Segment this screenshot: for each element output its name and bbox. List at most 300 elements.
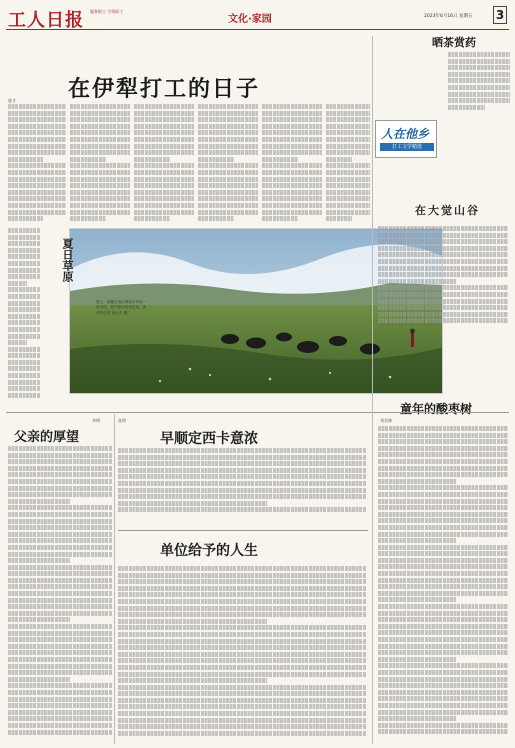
text-line bbox=[378, 272, 508, 277]
text-line bbox=[198, 163, 258, 168]
text-line bbox=[8, 235, 40, 240]
text-line bbox=[70, 124, 130, 129]
column-badge-band: 打工文学精选 bbox=[380, 143, 434, 151]
column-rule-1 bbox=[114, 414, 115, 744]
text-line bbox=[198, 216, 234, 221]
text-line bbox=[118, 573, 366, 578]
text-line bbox=[378, 299, 508, 304]
text-line bbox=[8, 519, 112, 524]
unit-article bbox=[118, 566, 366, 742]
father-article bbox=[8, 446, 112, 742]
text-line bbox=[378, 584, 508, 589]
text-line bbox=[378, 604, 508, 609]
text-line bbox=[448, 52, 510, 57]
text-line bbox=[118, 678, 267, 683]
text-line bbox=[8, 380, 40, 385]
text-line bbox=[8, 104, 66, 109]
main-article-col-5 bbox=[262, 104, 322, 224]
text-line bbox=[448, 92, 510, 97]
text-line bbox=[378, 459, 508, 464]
text-line bbox=[118, 481, 366, 486]
text-line bbox=[118, 731, 366, 736]
photo-caption: 夏日，西藏自治区那曲市草原一望无垠，牦牛群在悠闲觅食。新华社记者 詹小平 摄 bbox=[96, 300, 147, 315]
text-line bbox=[8, 137, 66, 142]
top-right-headline: 晒茶赏药 bbox=[432, 36, 476, 49]
text-line bbox=[8, 334, 40, 339]
article-divider bbox=[118, 530, 368, 531]
text-line bbox=[448, 85, 510, 90]
text-line bbox=[8, 314, 40, 319]
text-line bbox=[134, 137, 194, 142]
text-line bbox=[118, 488, 366, 493]
text-line bbox=[326, 104, 370, 109]
text-line bbox=[378, 479, 456, 484]
text-line bbox=[378, 292, 508, 297]
text-line bbox=[378, 663, 508, 668]
text-line bbox=[134, 130, 194, 135]
text-line bbox=[8, 459, 112, 464]
text-line bbox=[378, 578, 508, 583]
text-line bbox=[198, 203, 258, 208]
text-line bbox=[118, 579, 366, 584]
text-line bbox=[118, 612, 366, 617]
text-line bbox=[262, 210, 322, 215]
top-right-article bbox=[448, 52, 510, 112]
text-line bbox=[378, 716, 456, 721]
text-line bbox=[378, 710, 508, 715]
text-line bbox=[8, 183, 66, 188]
text-line bbox=[8, 525, 112, 530]
text-line bbox=[378, 426, 508, 431]
text-line bbox=[326, 137, 370, 142]
masthead bbox=[6, 4, 509, 30]
text-line bbox=[262, 124, 322, 129]
text-line bbox=[8, 611, 112, 616]
text-line bbox=[198, 190, 258, 195]
text-line bbox=[118, 718, 366, 723]
morning-headline: 早顺定西卡意浓 bbox=[160, 431, 258, 447]
section-divider bbox=[6, 412, 509, 413]
text-line bbox=[134, 124, 194, 129]
text-line bbox=[8, 347, 40, 352]
text-line bbox=[326, 111, 370, 116]
text-line bbox=[8, 558, 70, 563]
text-line bbox=[118, 665, 366, 670]
childhood-author: 刘君林 bbox=[380, 418, 392, 423]
text-line bbox=[378, 690, 508, 695]
text-line bbox=[118, 724, 366, 729]
morning-article bbox=[118, 448, 366, 520]
text-line bbox=[134, 157, 170, 162]
text-line bbox=[378, 525, 508, 530]
text-line bbox=[8, 340, 27, 345]
text-line bbox=[118, 586, 366, 591]
text-line bbox=[378, 466, 508, 471]
text-line bbox=[198, 144, 258, 149]
text-line bbox=[262, 216, 298, 221]
text-line bbox=[8, 532, 112, 537]
text-line bbox=[8, 453, 112, 458]
text-line bbox=[118, 455, 366, 460]
text-line bbox=[8, 571, 112, 576]
text-line bbox=[8, 499, 70, 504]
text-line bbox=[8, 320, 40, 325]
text-line bbox=[378, 512, 508, 517]
text-line bbox=[378, 285, 508, 290]
text-line bbox=[118, 691, 366, 696]
text-line bbox=[8, 710, 112, 715]
text-line bbox=[198, 157, 234, 162]
section-title: 文化·家园 bbox=[228, 14, 272, 25]
text-line bbox=[378, 558, 508, 563]
text-line bbox=[378, 630, 508, 635]
text-line bbox=[326, 210, 370, 215]
text-line bbox=[118, 685, 366, 690]
text-line bbox=[134, 183, 194, 188]
text-line bbox=[378, 723, 508, 728]
text-line bbox=[8, 170, 66, 175]
text-line bbox=[8, 203, 66, 208]
text-line bbox=[8, 617, 70, 622]
text-line bbox=[326, 157, 352, 162]
text-line bbox=[262, 144, 322, 149]
text-line bbox=[8, 196, 66, 201]
text-line bbox=[8, 150, 66, 155]
text-line bbox=[8, 144, 66, 149]
text-line bbox=[378, 611, 508, 616]
text-line bbox=[134, 150, 194, 155]
text-line bbox=[8, 124, 66, 129]
text-line bbox=[8, 677, 70, 682]
text-line bbox=[262, 104, 322, 109]
text-line bbox=[118, 507, 366, 512]
text-line bbox=[378, 657, 456, 662]
text-line bbox=[134, 170, 194, 175]
logo-subtitle: 服务职工 引领职工 bbox=[90, 9, 124, 14]
text-line bbox=[378, 239, 508, 244]
text-line bbox=[326, 203, 370, 208]
text-line bbox=[378, 259, 508, 264]
text-line bbox=[8, 163, 66, 168]
text-line bbox=[378, 597, 456, 602]
text-line bbox=[8, 591, 112, 596]
text-line bbox=[8, 716, 112, 721]
text-line bbox=[378, 551, 508, 556]
text-line bbox=[8, 393, 40, 398]
text-line bbox=[378, 591, 508, 596]
text-line bbox=[8, 177, 66, 182]
text-line bbox=[8, 664, 112, 669]
text-line bbox=[70, 177, 130, 182]
text-line bbox=[8, 111, 66, 116]
text-line bbox=[198, 104, 258, 109]
text-line bbox=[8, 730, 112, 735]
text-line bbox=[378, 637, 508, 642]
text-line bbox=[378, 305, 508, 310]
text-line bbox=[378, 499, 508, 504]
text-line bbox=[262, 177, 322, 182]
text-line bbox=[8, 492, 112, 497]
text-line bbox=[8, 697, 112, 702]
text-line bbox=[8, 287, 40, 292]
text-line bbox=[8, 670, 112, 675]
text-line bbox=[262, 130, 322, 135]
text-line bbox=[8, 631, 112, 636]
text-line bbox=[378, 318, 508, 323]
text-line bbox=[8, 117, 66, 122]
father-author: 李明 bbox=[92, 418, 100, 423]
text-line bbox=[378, 571, 508, 576]
text-line bbox=[198, 124, 258, 129]
text-line bbox=[8, 294, 40, 299]
text-line bbox=[8, 157, 43, 162]
text-line bbox=[378, 518, 508, 523]
text-line bbox=[326, 144, 370, 149]
text-line bbox=[378, 624, 508, 629]
newspaper-logo: 工人日报 bbox=[8, 10, 84, 31]
text-line bbox=[118, 606, 366, 611]
text-line bbox=[8, 552, 112, 557]
text-line bbox=[262, 196, 322, 201]
childhood-headline: 童年的酸枣树 bbox=[400, 402, 473, 416]
text-line bbox=[198, 130, 258, 135]
text-line bbox=[198, 137, 258, 142]
main-author: 庞才 bbox=[8, 98, 16, 103]
main-article-col-3 bbox=[134, 104, 194, 224]
text-line bbox=[70, 183, 130, 188]
text-line bbox=[378, 677, 508, 682]
text-line bbox=[70, 190, 130, 195]
text-line bbox=[378, 492, 508, 497]
text-line bbox=[134, 196, 194, 201]
poem-title: 在大觉山谷 bbox=[415, 204, 480, 217]
main-headline: 在伊犁打工的日子 bbox=[68, 76, 261, 102]
text-line bbox=[8, 538, 112, 543]
text-line bbox=[8, 216, 43, 221]
text-line bbox=[134, 104, 194, 109]
main-article-col-1 bbox=[8, 104, 66, 224]
text-line bbox=[134, 190, 194, 195]
childhood-article bbox=[378, 426, 508, 742]
father-headline: 父亲的厚望 bbox=[14, 430, 80, 445]
text-line bbox=[8, 637, 112, 642]
text-line bbox=[118, 599, 366, 604]
text-line bbox=[8, 274, 40, 279]
text-line bbox=[134, 210, 194, 215]
text-line bbox=[326, 124, 370, 129]
text-line bbox=[378, 246, 508, 251]
text-line bbox=[8, 703, 112, 708]
column-rule-2 bbox=[372, 36, 373, 744]
text-line bbox=[8, 386, 40, 391]
text-line bbox=[70, 216, 106, 221]
text-line bbox=[8, 254, 40, 259]
text-line bbox=[378, 670, 508, 675]
text-line bbox=[8, 650, 112, 655]
text-line bbox=[8, 190, 66, 195]
main-article-col-6 bbox=[326, 104, 370, 224]
unit-headline: 单位给予的人生 bbox=[160, 543, 258, 559]
text-line bbox=[8, 512, 112, 517]
text-line bbox=[326, 150, 370, 155]
text-line bbox=[70, 111, 130, 116]
text-line bbox=[262, 150, 322, 155]
text-line bbox=[118, 619, 267, 624]
text-line bbox=[326, 163, 370, 168]
text-line bbox=[378, 446, 508, 451]
text-line bbox=[378, 452, 508, 457]
text-line bbox=[118, 592, 366, 597]
text-line bbox=[70, 157, 106, 162]
text-line bbox=[378, 617, 508, 622]
text-line bbox=[118, 461, 366, 466]
text-line bbox=[326, 190, 370, 195]
text-line bbox=[134, 177, 194, 182]
text-line bbox=[198, 111, 258, 116]
text-line bbox=[134, 117, 194, 122]
text-line bbox=[118, 566, 366, 571]
text-line bbox=[326, 177, 370, 182]
text-line bbox=[8, 545, 112, 550]
text-line bbox=[70, 170, 130, 175]
text-line bbox=[378, 433, 508, 438]
text-line bbox=[70, 196, 130, 201]
text-line bbox=[118, 494, 366, 499]
text-line bbox=[8, 472, 112, 477]
text-line bbox=[8, 604, 112, 609]
text-line bbox=[378, 266, 508, 271]
text-line bbox=[326, 117, 370, 122]
text-line bbox=[70, 130, 130, 135]
text-line bbox=[378, 312, 508, 317]
text-line bbox=[134, 111, 194, 116]
text-line bbox=[70, 150, 130, 155]
main-article-col-7 bbox=[8, 228, 40, 406]
text-line bbox=[326, 196, 370, 201]
text-line bbox=[448, 72, 510, 77]
text-line bbox=[8, 578, 112, 583]
text-line bbox=[8, 130, 66, 135]
text-line bbox=[378, 545, 508, 550]
text-line bbox=[8, 505, 112, 510]
text-line bbox=[8, 360, 40, 365]
text-line bbox=[8, 248, 40, 253]
text-line bbox=[8, 353, 40, 358]
morning-author: 张明 bbox=[118, 418, 126, 423]
text-line bbox=[198, 150, 258, 155]
text-line bbox=[8, 228, 40, 233]
text-line bbox=[448, 78, 510, 83]
text-line bbox=[134, 144, 194, 149]
text-line bbox=[8, 644, 112, 649]
text-line bbox=[70, 163, 130, 168]
text-line bbox=[378, 564, 508, 569]
text-line bbox=[262, 111, 322, 116]
text-line bbox=[118, 468, 366, 473]
text-line bbox=[118, 698, 366, 703]
text-line bbox=[198, 117, 258, 122]
text-line bbox=[8, 486, 112, 491]
text-line bbox=[8, 690, 112, 695]
text-line bbox=[118, 658, 366, 663]
text-line bbox=[8, 373, 40, 378]
text-line bbox=[262, 163, 322, 168]
text-line bbox=[8, 479, 112, 484]
text-line bbox=[8, 624, 112, 629]
text-line bbox=[8, 261, 40, 266]
page-number: 3 bbox=[493, 6, 507, 24]
text-line bbox=[262, 203, 322, 208]
text-line bbox=[8, 281, 27, 286]
text-line bbox=[118, 448, 366, 453]
text-line bbox=[448, 59, 510, 64]
text-line bbox=[8, 584, 112, 589]
text-line bbox=[378, 226, 508, 231]
text-line bbox=[448, 65, 510, 70]
text-line bbox=[70, 203, 130, 208]
text-line bbox=[8, 307, 40, 312]
text-line bbox=[378, 532, 508, 537]
text-line bbox=[8, 657, 112, 662]
text-line bbox=[8, 598, 112, 603]
text-line bbox=[378, 696, 508, 701]
text-line bbox=[118, 672, 366, 677]
text-line bbox=[326, 170, 370, 175]
text-line bbox=[8, 268, 40, 273]
text-line bbox=[198, 210, 258, 215]
text-line bbox=[70, 104, 130, 109]
text-line bbox=[378, 505, 508, 510]
text-line bbox=[70, 137, 130, 142]
text-line bbox=[262, 183, 322, 188]
text-line bbox=[262, 190, 322, 195]
text-line bbox=[118, 711, 366, 716]
text-line bbox=[326, 183, 370, 188]
text-line bbox=[378, 644, 508, 649]
text-line bbox=[198, 183, 258, 188]
text-line bbox=[378, 485, 508, 490]
text-line bbox=[378, 650, 508, 655]
column-badge-title: 人在他乡 bbox=[381, 127, 430, 141]
text-line bbox=[118, 704, 366, 709]
text-line bbox=[8, 366, 40, 371]
text-line bbox=[8, 466, 112, 471]
text-line bbox=[198, 177, 258, 182]
text-line bbox=[134, 163, 194, 168]
column-badge bbox=[375, 120, 437, 158]
text-line bbox=[262, 137, 322, 142]
text-line bbox=[378, 279, 456, 284]
text-line bbox=[134, 203, 194, 208]
text-line bbox=[118, 652, 366, 657]
text-line bbox=[198, 170, 258, 175]
text-line bbox=[118, 501, 267, 506]
text-line bbox=[378, 233, 508, 238]
text-line bbox=[8, 683, 112, 688]
poem-body bbox=[378, 226, 508, 326]
text-line bbox=[378, 538, 456, 543]
text-line bbox=[378, 683, 508, 688]
text-line bbox=[378, 439, 508, 444]
text-line bbox=[8, 241, 40, 246]
text-line bbox=[118, 474, 366, 479]
text-line bbox=[378, 252, 508, 257]
text-line bbox=[70, 144, 130, 149]
text-line bbox=[118, 625, 366, 630]
main-article-col-2 bbox=[70, 104, 130, 224]
text-line bbox=[448, 105, 485, 110]
text-line bbox=[262, 170, 322, 175]
